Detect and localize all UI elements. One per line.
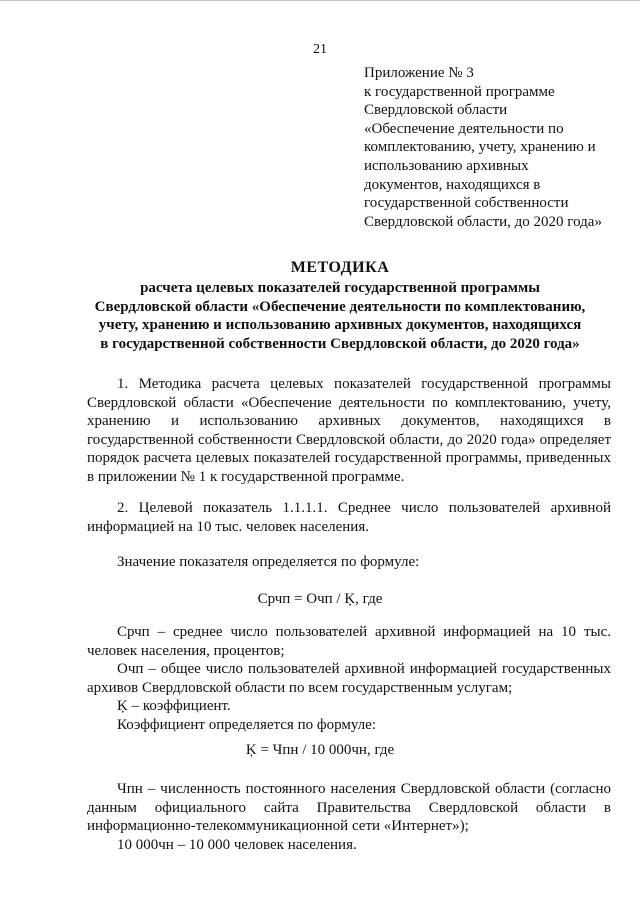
paragraph-line: Значение показателя определяется по формуле: [117,554,420,570]
paragraph-line: порядок расчета целевых показателей государственной программы, приведенных [87,450,611,467]
paragraph-4 [87,623,611,660]
formula-1: Срчп = Очп / Ķ, где [257,591,383,607]
paragraph-line: Коэффициент определяется по формуле: [117,717,376,733]
paragraph-7 [87,716,611,735]
paragraph-line: 10 000чн – 10 000 человек населения. [117,837,357,853]
paragraph-3 [87,553,611,572]
appendix-line: Свердловской области, до 2020 года» [364,213,602,230]
paragraph-line: данным официального сайта Правительства Свердловской области в [87,799,611,816]
paragraph-9 [87,836,611,855]
paragraph-line: информацией на 10 тыс. человек населения. [87,518,369,535]
paragraph-5 [87,660,611,697]
appendix-line: «Обеспечение деятельности по [364,120,564,137]
paragraph-line: государственной собственности Свердловской области, до 2020 года» определяет [87,431,611,448]
appendix-line: документов, находящихся в [364,176,541,193]
title-main: МЕТОДИКА [290,259,390,276]
appendix-line: государственной собственности [364,195,569,212]
title-line: в государственной собственности Свердловской области, до 2020 года» [100,335,580,352]
paragraph-line: Ķ – коэффициент. [117,698,231,714]
paragraph-line: человек населения, процентов; [87,642,285,659]
document-title [60,258,620,353]
paragraph-2 [87,499,611,536]
paragraph-line: 1. Методика расчета целевых показателей государственной программы [117,376,611,392]
paragraph-line: 2. Целевой показатель 1.1.1.1. Среднее число пользователей архивной [117,500,611,516]
paragraph-line: архивов Свердловской области по всем государственным услугам; [87,679,513,696]
page-number: 21 [313,42,327,57]
paragraph-6 [87,697,611,716]
paragraph-line: хранению и использованию архивных документов, находящихся в [87,413,611,430]
appendix-header [364,64,634,231]
paragraph-8 [87,780,611,836]
title-line: расчета целевых показателей государственной программы [140,280,540,296]
formula-2: Ķ = Чпн / 10 000чн, где [245,742,395,758]
title-line: Свердловской области «Обеспечение деятельности по комплектованию, [94,298,586,315]
appendix-line: комплектованию, учету, хранению и [364,139,596,156]
top-rule [0,0,640,1]
paragraph-line: Срчп – среднее число пользователей архивной информацией на 10 тыс. [117,624,611,640]
paragraph-line: в приложении № 1 к государственной программе. [87,468,405,485]
paragraph-line: Очп – общее число пользователей архивной информацией государственных [117,661,611,677]
appendix-line: к государственной программе [364,83,555,100]
title-line: учету, хранению и использованию архивных документов, находящихся [98,317,582,333]
paragraph-line: Свердловской области «Обеспечение деятельности по комплектованию, учету, [87,394,611,411]
paragraph-line: информационно-телекоммуникационной сети «Интернет»); [87,818,469,835]
appendix-line: Приложение № 3 [364,65,474,81]
paragraph-1 [87,375,611,487]
paragraph-line: Чпн – численность постоянного населения Свердловской области (согласно [117,781,611,797]
appendix-line: Свердловской области [364,102,508,119]
appendix-line: использованию архивных [364,157,529,174]
